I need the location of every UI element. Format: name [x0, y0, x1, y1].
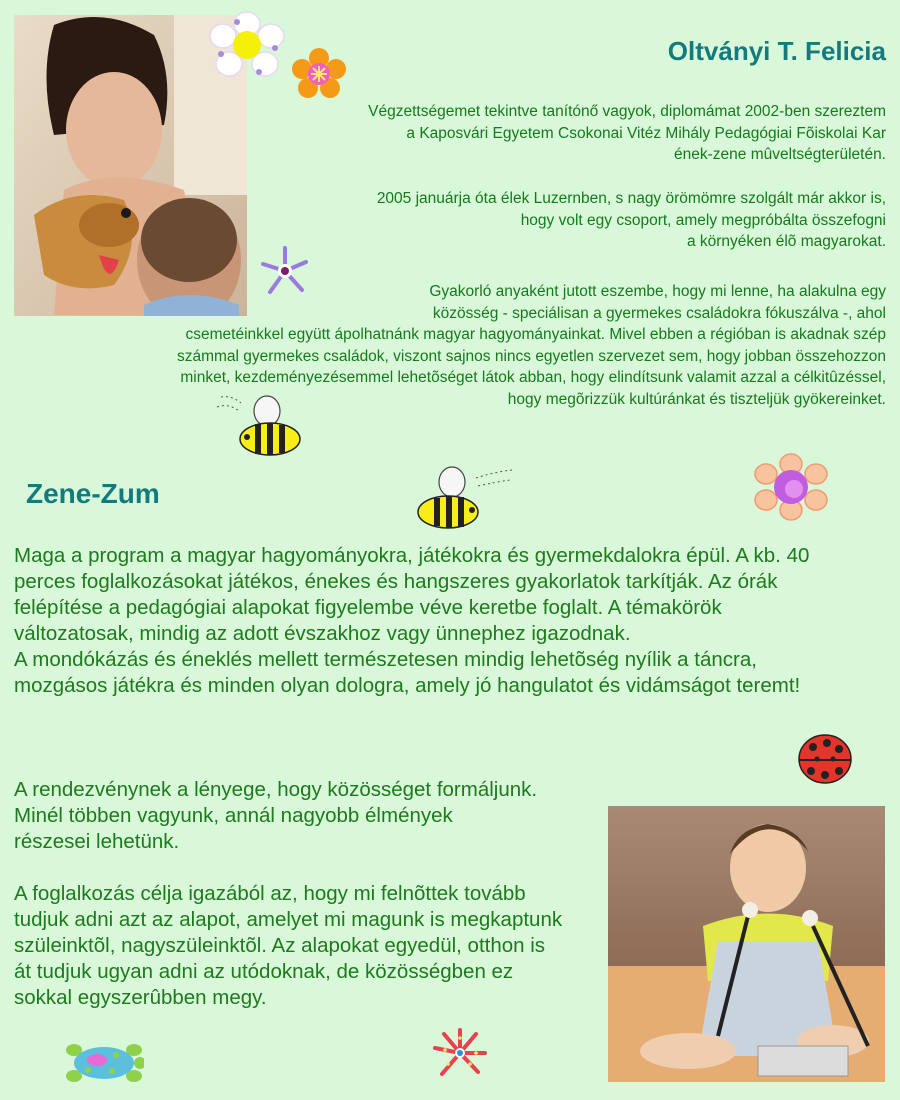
- intro-paragraph-3: Gyakorló anyaként jutott eszembe, hogy mi lenne, ha alakulna egy közösség - speciálisan a gyermekes családokra fókuszálva -, ahol csemetéinkkel együtt ápolhatnánk magyar hagyományainkat. Mivel ebben a régióban is akadnak szép számmal gyermekes családok, viszont sajnos nincs egyetlen szervezet sem, hogy jobban összehozzon minket, kezdeményezésemmel lehetõséget látok abban, hogy elindítsunk valamit azzal a célkitûzéssel, hogy megõrizzük kultúránkat és tiszteljük gyökereinket.: [176, 283, 886, 408]
- white-flower-icon: [207, 10, 287, 87]
- orange-flower-icon: [292, 48, 346, 103]
- bee-icon: [414, 464, 514, 539]
- section-title-zene-zum: Zene-Zum: [26, 478, 160, 509]
- intro-paragraph-1: Végzettségemet tekintve tanítónő vagyok, diplomámat 2002-ben szereztem a Kaposvári Egyetem Csokonai Vitéz Mihály Pedagógiai Fõiskolai Kar ének-zene mûveltségterületén.: [368, 103, 886, 163]
- program-description: Maga a program a magyar hagyományokra, játékokra és gyermekdalokra épül. A kb. 40 perces foglalkozásokat játékos, énekes és hangszeres gyakorlatok tarkítják. Az órák felépítése a pedagógiai alapokat figyelembe véve keretbe foglalt. A témakörök változatosak, mindig az adott évszakhoz vagy ünnephez igazodnak. A mondókázás és éneklés mellett természetesen mindig lehetõség nyílik a táncra, mozgásos játékra és minden olyan dologra, amely jó hangulatot és vidámságot teremt!: [14, 544, 810, 697]
- intro-paragraph-2: 2005 januárja óta élek Luzernben, s nagy örömömre szolgált már akkor is, hogy volt egy csoport, amely megpróbálta összefogni a környéken élõ magyarokat.: [376, 190, 886, 250]
- bee-icon: [215, 393, 305, 468]
- peach-flower-icon: [752, 452, 830, 527]
- pink-star-flower-icon: [430, 1026, 490, 1085]
- page-title: Oltványi T. Felicia: [667, 36, 886, 66]
- ladybug-icon: [797, 733, 853, 790]
- turtle-icon: [64, 1040, 144, 1091]
- community-paragraph: A rendezvénynek a lényege, hogy közösséget formáljunk. Minél többen vagyunk, annál nagyobb élmények részesei lehetünk.: [14, 778, 538, 853]
- photo-child-with-mallets: [608, 806, 885, 1082]
- goal-paragraph: A foglalkozás célja igazából az, hogy mi felnõttek tovább tudjuk adni azt az alapot, amelyet mi magunk is megkaptunk szüleinktõl, nagyszüleinktõl. Az alapokat egyedül, otthon is át tudjuk ugyan adni az utódoknak, de közösségben ez sokkal egyszerûbben megy.: [14, 882, 563, 1009]
